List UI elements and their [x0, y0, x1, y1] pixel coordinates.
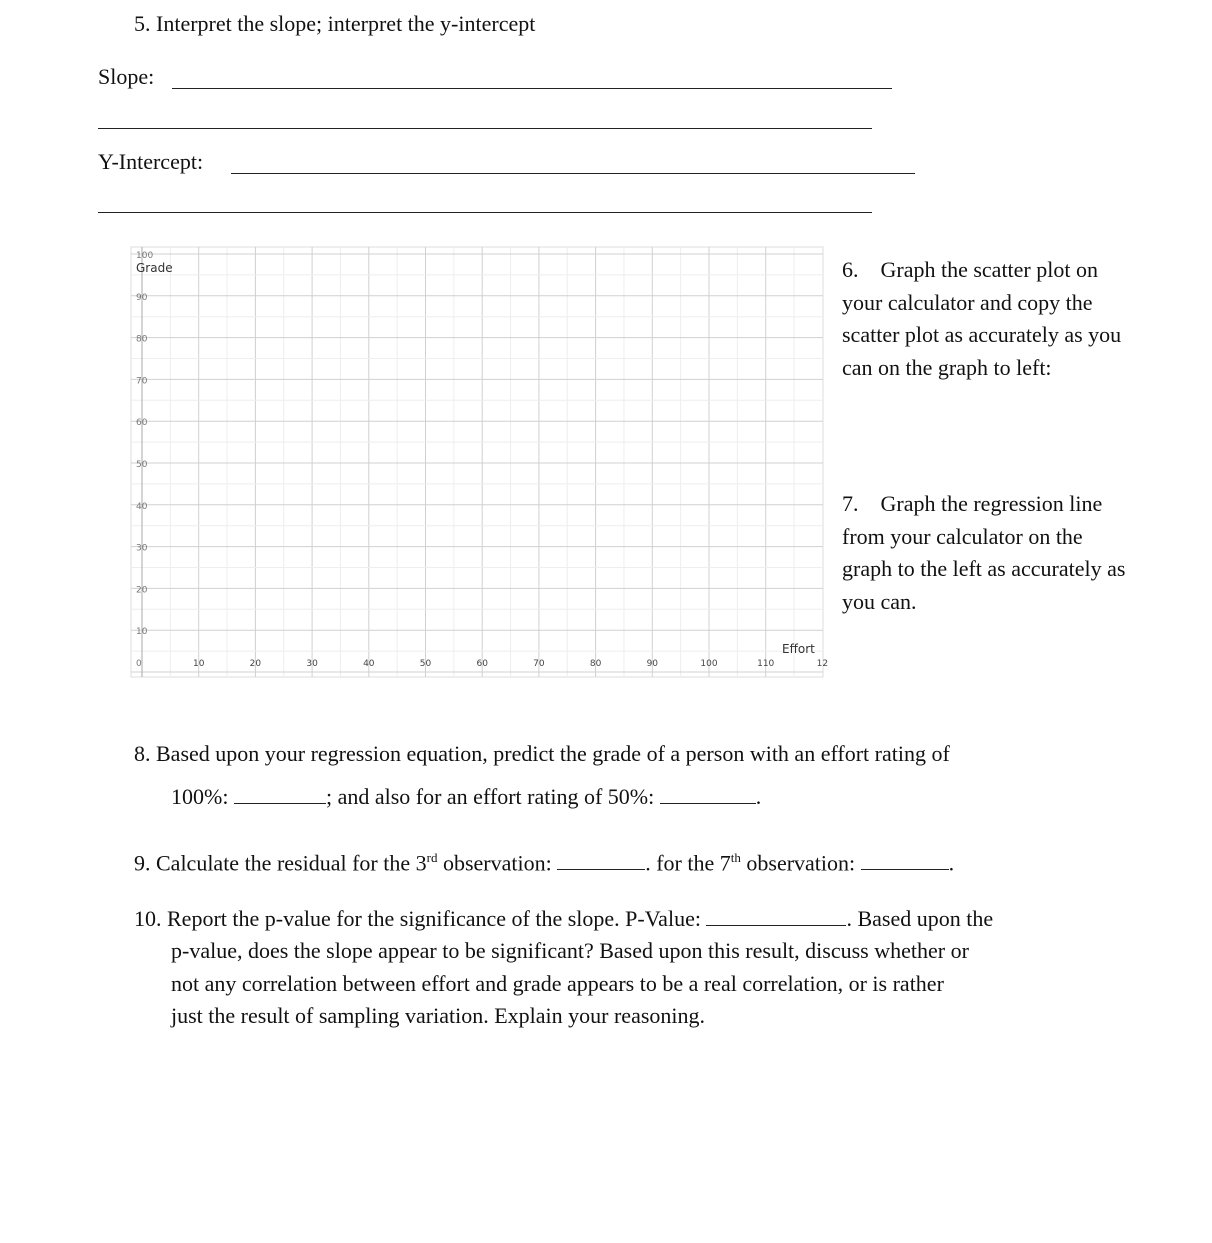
q10-line2: p-value, does the slope appear to be significant? Based upon this result, discuss whether or — [171, 938, 969, 963]
q6-text: Graph the scatter plot on your calculator and copy the scatter plot as accurately as you can on the graph to left: — [842, 257, 1122, 380]
q5-heading: 5. Interpret the slope; interpret the y-intercept — [134, 11, 536, 36]
y-tick-label: 0 — [136, 659, 142, 669]
slope-label: Slope: — [98, 64, 155, 89]
y-axis-label: Grade — [136, 261, 173, 275]
intercept-label: Y-Intercept: — [98, 149, 204, 174]
x-tick-label: 50 — [419, 659, 432, 669]
q10-line3: not any correlation between effort and grade appears to be a real correlation, or is rather — [171, 971, 944, 996]
blank-scatter-graph[interactable] — [130, 246, 829, 678]
slope-answer-line[interactable] — [172, 88, 892, 89]
slope-answer-line-2[interactable] — [98, 128, 872, 129]
q9-a: 9. Calculate the residual for the 3 — [134, 850, 427, 876]
y-tick-label: 90 — [136, 292, 148, 303]
y-tick-label: 20 — [136, 585, 148, 596]
q7-text: Graph the regression line from your calculator on the graph to the left as accurately as you can. — [842, 491, 1126, 614]
q8-line1: 8. Based upon your regression equation, predict the grade of a person with an effort rating of — [134, 741, 950, 766]
y-tick-label: 80 — [136, 334, 148, 345]
x-tick-label: 100 — [700, 659, 718, 669]
x-tick-label: 80 — [589, 659, 602, 669]
q8-blank-100[interactable] — [234, 785, 326, 804]
q9-blank-3rd[interactable] — [557, 851, 645, 870]
y-tick-label: 60 — [136, 418, 148, 429]
x-tick-label: 110 — [757, 659, 775, 669]
q9-b: observation: — [437, 850, 552, 876]
intercept-answer-line-2[interactable] — [98, 212, 872, 213]
y-tick-label: 70 — [136, 376, 148, 387]
q9-sup2: th — [730, 850, 741, 865]
q10-line1 — [134, 906, 993, 932]
q8-a: 100%: — [171, 784, 229, 809]
q9-e: . — [948, 850, 955, 876]
q10-line4: just the result of sampling variation. Explain your reasoning. — [171, 1003, 706, 1028]
q7-number: 7. — [842, 491, 859, 516]
x-axis-label: Effort — [782, 642, 815, 656]
p-value-blank[interactable] — [706, 907, 846, 926]
q8-line2 — [171, 784, 761, 810]
q9-sup1: rd — [426, 850, 438, 865]
x-tick-label: 30 — [306, 659, 318, 669]
y-tick-label: 30 — [136, 543, 148, 554]
q10-a: 10. Report the p-value for the significance of the slope. P-Value: — [134, 906, 701, 931]
x-tick-label: 90 — [646, 659, 659, 669]
y-tick-label: 50 — [136, 460, 148, 470]
q9-d: observation: — [740, 850, 856, 876]
q9-blank-7th[interactable] — [861, 851, 949, 870]
y-tick-label: 10 — [136, 627, 148, 638]
q10-b: . Based upon the — [846, 906, 994, 931]
x-tick-label: 70 — [533, 659, 545, 669]
x-tick-label: 60 — [476, 659, 488, 669]
q6-number: 6. — [842, 257, 859, 282]
intercept-answer-line[interactable] — [231, 173, 915, 174]
x-tick-label: 40 — [363, 659, 375, 669]
x-tick-label: 20 — [249, 659, 262, 669]
q8-period: . — [755, 784, 762, 809]
x-tick-label: 10 — [192, 659, 205, 669]
q8-b: ; and also for an effort rating of 50%: — [325, 784, 655, 809]
y-tick-label: 40 — [136, 501, 148, 512]
q9-c: . for the 7 — [645, 850, 731, 876]
y-tick-label: 100 — [136, 251, 154, 261]
q6 — [842, 254, 1132, 384]
q7 — [842, 488, 1132, 618]
q9 — [134, 850, 954, 876]
graph-frame — [131, 247, 823, 677]
q8-blank-50[interactable] — [660, 785, 756, 804]
x-tick-label: 12 — [816, 659, 829, 669]
